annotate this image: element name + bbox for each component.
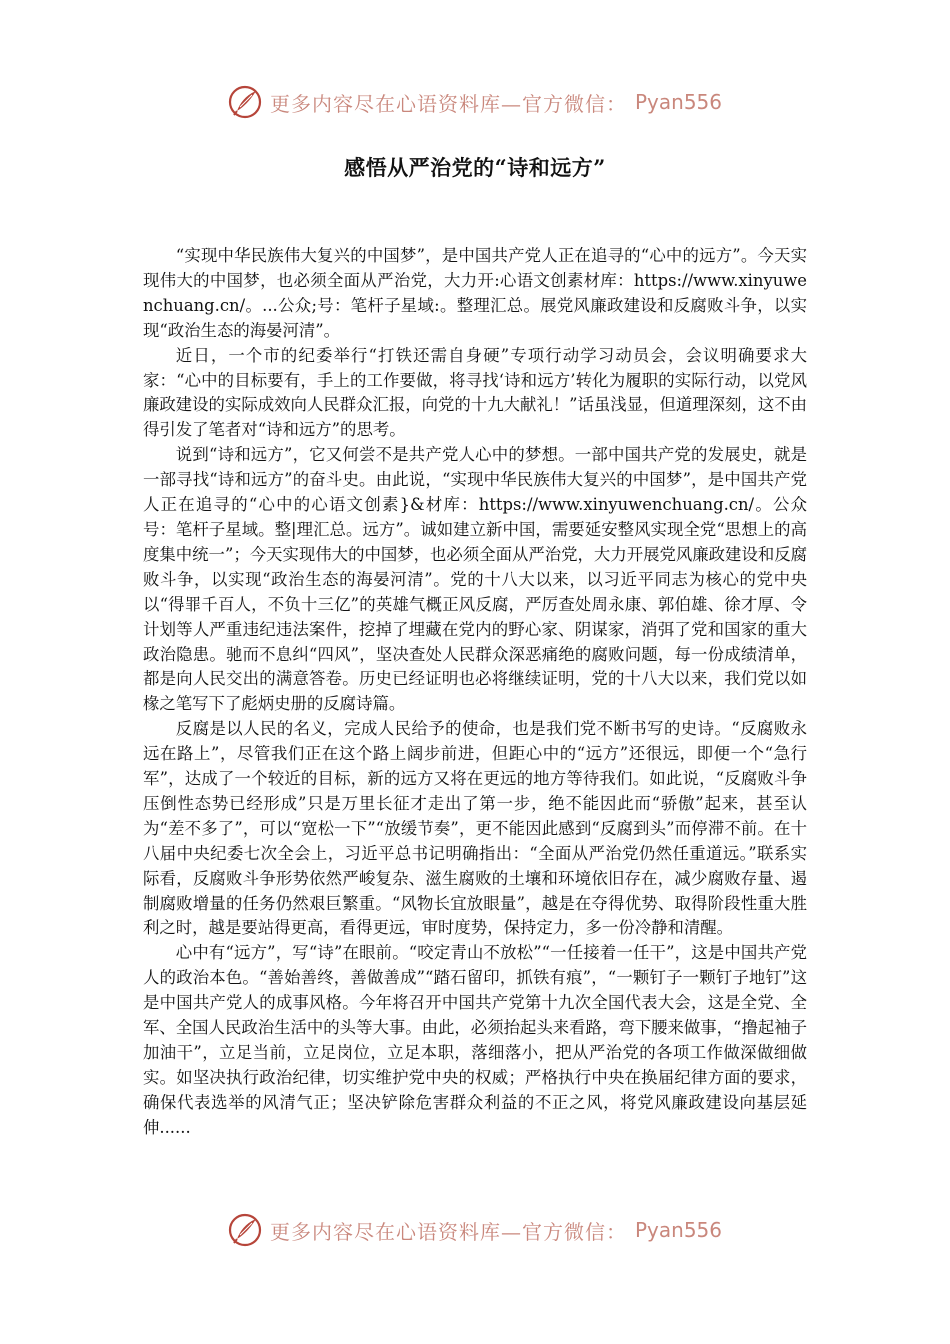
banner-wechat-id: Pyan556 <box>634 1218 722 1242</box>
paragraph: 心中有“远方”，写“诗”在眼前。“咬定青山不放松”“一任接着一任干”，这是中国共产党人的政治本色。“善始善终，善做善成”“踏石留印，抓铁有痕”，“一颗钉子一颗钉子地钉”这是中国共产党人的成事风格。今年将召开中国共产党第十九次全国代表大会，这是全党、全军、全国人民政治生活中的头等大事。由此，必须抬起头来看路，弯下腰来做事，“撸起袖子加油干”，立足当前，立足岗位，立足本职，落细落小，把从严治党的各项工作做深做细做实。如坚决执行政治纪律，切实维护党中央的权威；严格执行中央在换届纪律方面的要求，确保代表选举的风清气正；坚决铲除危害群众利益的不正之风，将党风廉政建设向基层延伸...... <box>143 943 808 1137</box>
document-title: 感悟从严治党的“诗和远方” <box>344 155 606 180</box>
banner-text: 更多内容尽在心语资料库—官方微信： <box>269 1219 627 1244</box>
quill-logo-icon <box>228 1213 262 1247</box>
paragraph: “实现中华民族伟大复兴的中国梦”，是中国共产党人正在追寻的“心中的远方”。今天实现伟大的中国梦，也必须全面从严治党，大力开:心语文创素材库：https://www.xinyuwenchuang.cn/。...公众;号：笔杆子星域:。整理汇总。展党风廉政建设和反腐败斗争，以实现“政治生态的海晏河清”。 <box>143 246 807 340</box>
paragraph: 说到“诗和远方”，它又何尝不是共产党人心中的梦想。一部中国共产党的发展史，就是一部寻找“诗和远方”的奋斗史。由此说，“实现中华民族伟大复兴的中国梦”，是中国共产党人正在追寻的“心中的心语文创素}&材库：https://www.xinyuwenchuang.cn/。公众号：笔杆子星域。整|理汇总。远方”。诚如建立新中国，需要延安整风实现全党“思想上的高度集中统一”；今天实现伟大的中国梦，也必须全面从严治党，大力开展党风廉政建设和反腐败斗争，以实现“政治生态的海晏河清”。党的十八大以来，以习近平同志为核心的党中央以“得罪千百人，不负十三亿”的英雄气概正风反腐，严厉查处周永康、郭伯雄、徐才厚、令计划等人严重违纪违法案件，挖掉了埋藏在党内的野心家、阴谋家，消弭了党和国家的重大政治隐患。驰而不息纠“四风”，坚决查处人民群众深恶痛绝的腐败问题，每一份成绩清单，都是向人民交出的满意答卷。历史已经证明也必将继续证明，党的十八大以来，我们党以如椽之笔写下了彪炳史册的反腐诗篇。 <box>143 445 808 714</box>
article-body <box>143 244 807 1141</box>
header-banner <box>0 80 950 124</box>
quill-logo-icon <box>228 85 262 119</box>
banner-wechat-id: Pyan556 <box>634 90 722 114</box>
banner-text: 更多内容尽在心语资料库—官方微信： <box>269 91 627 116</box>
footer-banner <box>0 1208 950 1252</box>
paragraph: 近日，一个市的纪委举行“打铁还需自身硬”专项行动学习动员会，会议明确要求大家：“心中的目标要有，手上的工作要做，将寻找‘诗和远方’转化为履职的实际行动，以党风廉政建设的实际成效向人民群众汇报，向党的十九大献礼！”话虽浅显，但道理深刻，这不由得引发了笔者对“诗和远方”的思考。 <box>143 345 808 440</box>
paragraph: 反腐是以人民的名义，完成人民给予的使命，也是我们党不断书写的史诗。“反腐败永远在路上”，尽管我们正在这个路上阔步前进，但距心中的“远方”还很远，即便一个“急行军”，达成了一个较近的目标，新的远方又将在更远的地方等待我们。如此说，“反腐败斗争压倒性态势已经形成”只是万里长征才走出了第一步，绝不能因此而“骄傲”起来，甚至认为“差不多了”，可以“宽松一下”“放缓节奏”，更不能因此感到“反腐到头”而停滞不前。在十八届中央纪委七次全会上，习近平总书记明确指出：“全面从严治党仍然任重道远。”联系实际看，反腐败斗争形势依然严峻复杂、滋生腐败的土壤和环境依旧存在，减少腐败存量、遏制腐败增量的任务仍然艰巨繁重。“风物长宜放眼量”，越是在夺得优势、取得阶段性重大胜利之时，越是要站得更高，看得更远，审时度势，保持定力，多一份冷静和清醒。 <box>143 719 807 938</box>
